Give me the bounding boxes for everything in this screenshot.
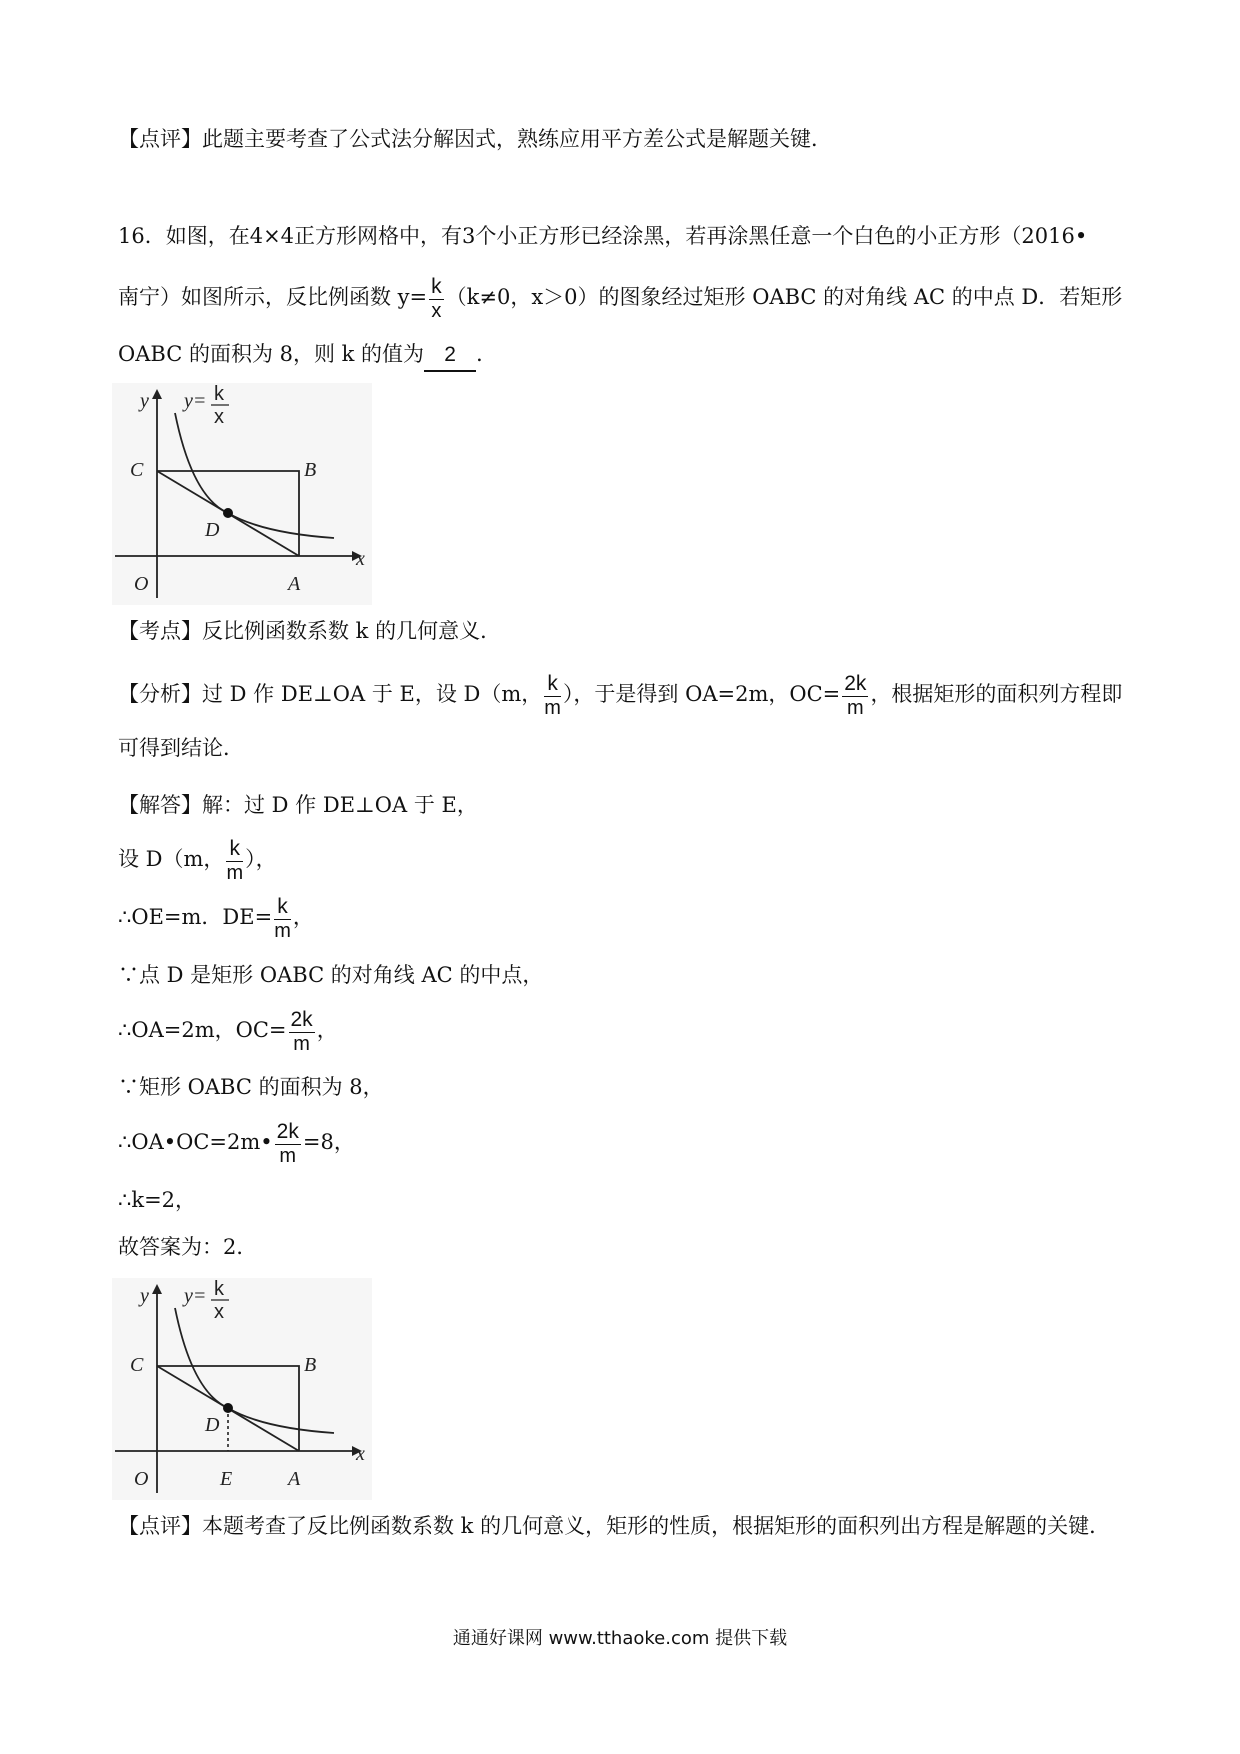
fraction-denominator: m <box>226 862 244 884</box>
jieda-line-8: ∴k=2， <box>118 1188 197 1212</box>
fraction-k-over-m <box>274 895 291 942</box>
jieda-text: 设 D（m， <box>118 847 225 871</box>
label-y: y <box>140 390 149 412</box>
fraction-denominator: m <box>279 1145 297 1167</box>
jieda-text: ， <box>292 905 314 929</box>
label-fn-den: x <box>214 1301 224 1323</box>
jieda-line-9: 故答案为：2． <box>118 1235 258 1259</box>
fenxi-line-2: 可得到结论． <box>118 736 244 760</box>
fraction-2k-over-m <box>275 1120 301 1167</box>
problem-line-2-text-a: 南宁）如图所示，反比例函数 y= <box>118 285 428 309</box>
label-a: A <box>288 1468 301 1490</box>
label-c: C <box>130 459 144 481</box>
fraction-2k-over-m <box>842 672 868 719</box>
jieda-line-3 <box>118 895 314 942</box>
label-fn-num: k <box>214 383 224 405</box>
fenxi-line-1 <box>118 672 1122 719</box>
fraction-numerator: 2k <box>844 672 867 695</box>
fraction-denominator: m <box>544 697 561 719</box>
fenxi-text-a: 【分析】过 D 作 DE⊥OA 于 E，设 D（m， <box>118 682 543 706</box>
fraction-numerator: k <box>274 895 291 920</box>
jieda-line-5 <box>118 1008 338 1055</box>
label-d: D <box>205 1414 220 1436</box>
label-x: x <box>356 1443 365 1465</box>
fraction-denominator: x <box>431 300 442 322</box>
label-d: D <box>205 519 220 541</box>
fraction-numerator: k <box>226 837 243 862</box>
point-d <box>223 508 233 518</box>
label-b: B <box>304 1354 317 1376</box>
label-b: B <box>304 459 317 481</box>
kaodian: 【考点】反比例函数系数 k 的几何意义． <box>118 619 502 643</box>
dianping: 【点评】本题考查了反比例函数系数 k 的几何意义，矩形的性质，根据矩形的面积列出方程是解题的关键． <box>118 1514 1111 1538</box>
point-d <box>223 1403 233 1413</box>
jieda-text: ∴OE=m．DE= <box>118 905 273 929</box>
label-o: O <box>134 573 149 595</box>
problem-line-2-text-b: （k≠0，x＞0）的图象经过矩形 OABC 的对角线 AC 的中点 D．若矩形 <box>445 285 1123 309</box>
jieda-line-4: ∵点 D 是矩形 OABC 的对角线 AC 的中点， <box>118 963 544 987</box>
problem-line-3-text-a: OABC 的面积为 8，则 k 的值为 <box>118 342 425 366</box>
jieda-line-6: ∵矩形 OABC 的面积为 8， <box>118 1075 384 1099</box>
label-fn-left: y= <box>184 1285 207 1307</box>
fraction-2k-over-m <box>289 1008 315 1055</box>
jieda-text: ∴OA=2m，OC= <box>118 1018 287 1042</box>
fraction-numerator: 2k <box>276 1120 299 1143</box>
fraction-k-over-m <box>226 837 243 884</box>
label-x: x <box>356 548 365 570</box>
problem-line-2 <box>118 275 1122 322</box>
fenxi-text-b: ），于是得到 OA=2m，OC= <box>562 682 841 706</box>
fraction-k-over-x <box>429 275 444 322</box>
figure-2-graph <box>112 1278 372 1500</box>
fraction-k-over-m <box>544 672 561 719</box>
fraction-denominator: m <box>274 920 291 942</box>
label-o: O <box>134 1468 149 1490</box>
fraction-denominator: m <box>847 697 864 719</box>
jieda-text: ， <box>316 1018 338 1042</box>
fenxi-text-c: ，根据矩形的面积列方程即 <box>870 682 1123 706</box>
jieda-line-2 <box>118 837 277 884</box>
label-fn-den: x <box>214 406 224 428</box>
jieda-text: ）， <box>245 847 277 871</box>
label-e: E <box>220 1468 233 1490</box>
label-y: y <box>140 1285 149 1307</box>
problem-line-1: 16．如图，在4×4正方形网格中，有3个小正方形已经涂黑，若再涂黑任意一个白色的小正方形（2016• <box>118 224 1088 248</box>
label-c: C <box>130 1354 144 1376</box>
label-fn-num: k <box>214 1278 224 1300</box>
answer-blank: 2 <box>424 340 476 372</box>
jieda-text: =8， <box>302 1130 355 1154</box>
jieda-line-1: 【解答】解：过 D 作 DE⊥OA 于 E， <box>118 793 478 817</box>
problem-line-3 <box>118 339 497 372</box>
label-a: A <box>288 573 301 595</box>
top-comment: 【点评】此题主要考查了公式法分解因式，熟练应用平方差公式是解题关键． <box>118 127 832 151</box>
fraction-numerator: k <box>544 672 561 697</box>
fraction-numerator: 2k <box>290 1008 313 1031</box>
jieda-line-7 <box>118 1120 355 1167</box>
problem-line-3-text-b: ． <box>476 342 498 366</box>
fraction-numerator: k <box>431 275 442 298</box>
jieda-text: ∴OA•OC=2m• <box>118 1130 273 1154</box>
fraction-denominator: m <box>293 1033 310 1055</box>
page-footer: 通通好课网 www.tthaoke.com 提供下载 <box>452 1628 788 1649</box>
figure-1-graph <box>112 383 372 605</box>
label-fn-left: y= <box>184 390 207 412</box>
